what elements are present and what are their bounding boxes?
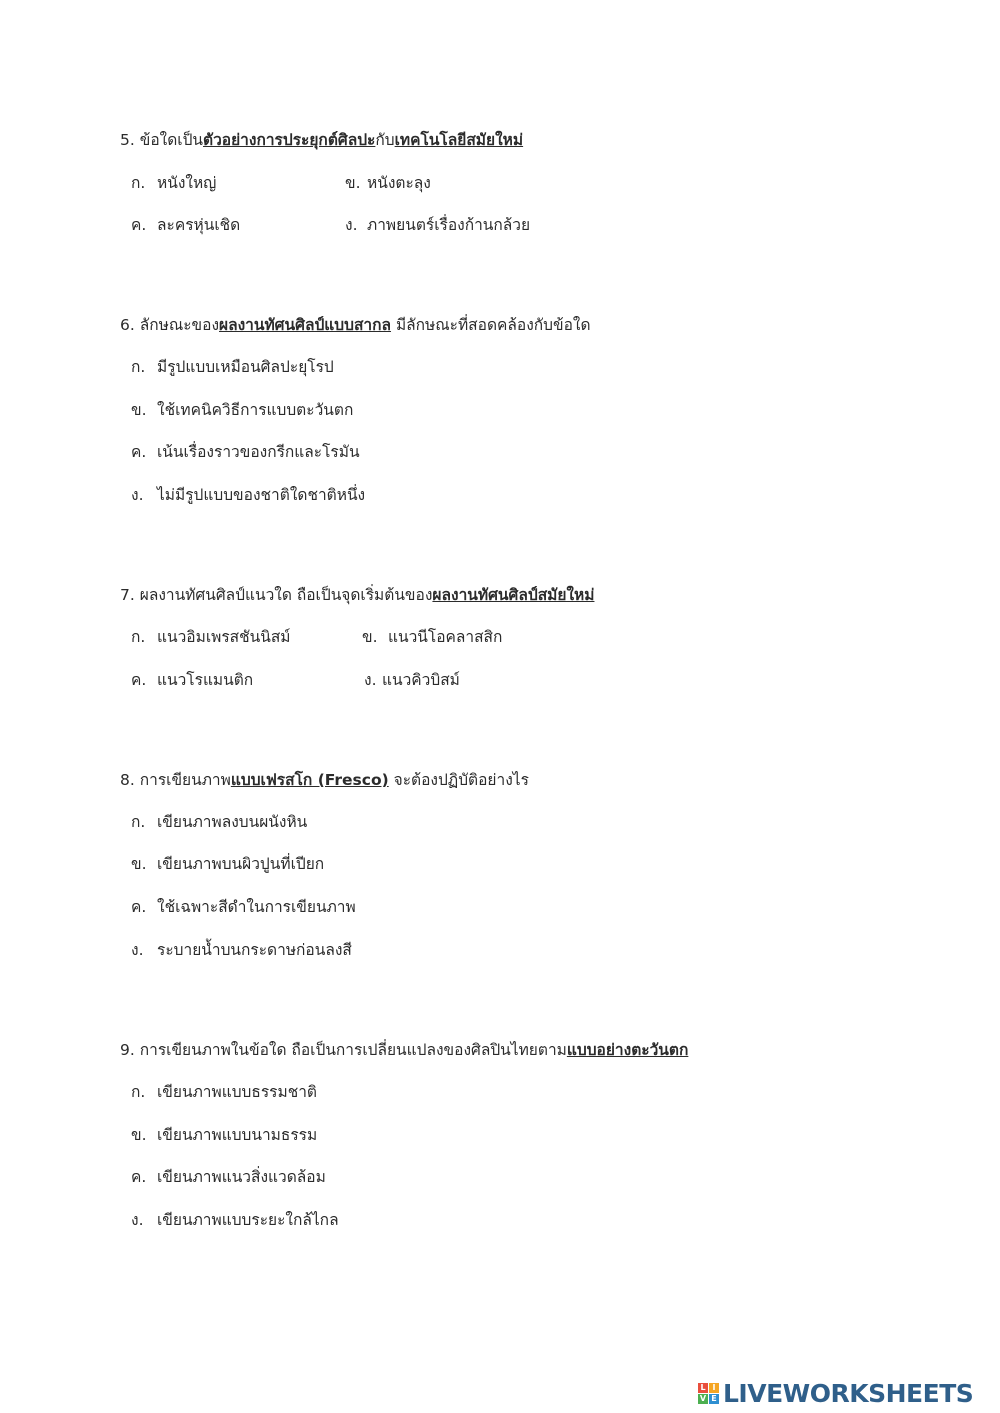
question-keyword: เทคโนโลยีสมัยใหม่ <box>394 131 524 149</box>
option-letter: ง. <box>131 941 144 959</box>
option-letter: ข. <box>131 401 147 419</box>
option-6-a[interactable] <box>131 354 334 379</box>
option-letter: ข. <box>131 1126 147 1144</box>
option-letter: ก. <box>131 1083 146 1101</box>
question-8-title <box>120 767 529 792</box>
option-5-b[interactable] <box>345 170 431 195</box>
option-letter: ง. <box>131 1211 144 1229</box>
option-text: เขียนภาพแบบนามธรรม <box>157 1126 318 1144</box>
option-text: แนวโรแมนติก <box>157 671 254 689</box>
option-6-b[interactable] <box>131 397 353 422</box>
option-7-a[interactable] <box>131 624 291 649</box>
option-9-c[interactable] <box>131 1164 326 1189</box>
option-text: มีรูปแบบเหมือนศิลปะยุโรป <box>157 358 334 376</box>
question-number: 9. <box>120 1041 135 1059</box>
option-text: เขียนภาพแบบธรรมชาติ <box>157 1083 317 1101</box>
option-5-a[interactable] <box>131 170 216 195</box>
option-letter: ก. <box>131 813 146 831</box>
option-9-b[interactable] <box>131 1122 317 1147</box>
question-text: กับ <box>375 131 395 149</box>
option-6-c[interactable] <box>131 439 360 464</box>
option-text: แนวอิมเพรสชันนิสม์ <box>157 628 291 646</box>
option-letter: ง. <box>345 216 358 234</box>
option-text: หนังตะลุง <box>367 174 431 192</box>
option-text: ละครหุ่นเชิด <box>157 216 241 234</box>
option-letter: ค. <box>131 671 147 689</box>
option-letter: ข. <box>362 628 378 646</box>
option-text: ใช้เทคนิควิธีการแบบตะวันตก <box>157 401 354 419</box>
option-9-a[interactable] <box>131 1079 317 1104</box>
option-letter: ข. <box>131 855 147 873</box>
question-6-title <box>120 312 591 337</box>
live-grid-icon <box>698 1383 719 1404</box>
option-text: แนวคิวบิสม์ <box>382 671 460 689</box>
question-keyword: ผลงานทัศนศิลป์สมัยใหม่ <box>432 586 595 604</box>
option-text: แนวนีโอคลาสสิก <box>388 628 503 646</box>
question-text: การเขียนภาพในข้อใด ถือเป็นการเปลี่ยนแปลงของศิลปินไทยตาม <box>139 1041 567 1059</box>
option-9-d[interactable] <box>131 1207 339 1232</box>
question-text: ลักษณะของ <box>139 316 220 334</box>
question-keyword: แบบอย่างตะวันตก <box>566 1041 689 1059</box>
option-text: ไม่มีรูปแบบของชาติใดชาติหนึ่ง <box>157 486 366 504</box>
question-text: จะต้องปฏิบัติอย่างไร <box>388 771 529 789</box>
logo-letter: V <box>699 1393 707 1403</box>
question-number: 7. <box>120 586 135 604</box>
question-number: 8. <box>120 771 135 789</box>
question-text: มีลักษณะที่สอดคล้องกับข้อใด <box>391 316 591 334</box>
question-text: ข้อใดเป็น <box>139 131 204 149</box>
question-keyword: ผลงานทัศนศิลป์แบบสากล <box>219 316 392 334</box>
option-text: เขียนภาพแบบระยะใกล้ไกล <box>157 1211 339 1229</box>
logo-text: LIVEWORKSHEETS <box>723 1378 974 1408</box>
option-letter: ง. <box>364 671 377 689</box>
option-8-b[interactable] <box>131 851 324 876</box>
option-letter: ก. <box>131 174 146 192</box>
option-5-d[interactable] <box>345 212 530 237</box>
question-5-title <box>120 127 523 152</box>
option-text: เน้นเรื่องราวของกรีกและโรมัน <box>157 443 360 461</box>
option-letter: ค. <box>131 443 147 461</box>
option-text: เขียนภาพลงบนผนังหิน <box>157 813 308 831</box>
option-text: ภาพยนตร์เรื่องก้านกล้วย <box>367 216 531 234</box>
option-6-d[interactable] <box>131 482 365 507</box>
question-keyword: แบบเฟรสโก (Fresco) <box>230 771 389 789</box>
question-9-title <box>120 1037 688 1062</box>
option-text: ระบายน้ำบนกระดาษก่อนลงสี <box>157 941 352 959</box>
option-text: เขียนภาพแนวสิ่งแวดล้อม <box>157 1168 326 1186</box>
option-letter: ก. <box>131 628 146 646</box>
liveworksheets-logo[interactable] <box>698 1378 973 1408</box>
question-text: การเขียนภาพ <box>139 771 231 789</box>
option-7-b[interactable] <box>362 624 502 649</box>
option-text: ใช้เฉพาะสีดำในการเขียนภาพ <box>157 898 356 916</box>
question-number: 6. <box>120 316 135 334</box>
option-letter: ง. <box>131 486 144 504</box>
option-letter: ค. <box>131 898 147 916</box>
question-keyword: ตัวอย่างการประยุกต์ศิลปะ <box>203 131 376 149</box>
option-letter: ข. <box>345 174 361 192</box>
option-5-c[interactable] <box>131 212 240 237</box>
option-text: หนังใหญ่ <box>157 174 217 192</box>
option-7-d[interactable] <box>364 667 460 692</box>
logo-letter: L <box>698 1383 708 1393</box>
option-7-c[interactable] <box>131 667 253 692</box>
option-8-a[interactable] <box>131 809 307 834</box>
option-8-c[interactable] <box>131 894 356 919</box>
option-letter: ค. <box>131 1168 147 1186</box>
option-text: เขียนภาพบนผิวปูนที่เปียก <box>157 855 325 873</box>
option-letter: ก. <box>131 358 146 376</box>
question-number: 5. <box>120 131 135 149</box>
option-letter: ค. <box>131 216 147 234</box>
question-7-title <box>120 582 594 607</box>
option-8-d[interactable] <box>131 937 352 962</box>
logo-letter: I <box>709 1383 719 1393</box>
logo-letter: E <box>709 1394 719 1404</box>
question-text: ผลงานทัศนศิลป์แนวใด ถือเป็นจุดเริ่มต้นของ <box>139 586 433 604</box>
